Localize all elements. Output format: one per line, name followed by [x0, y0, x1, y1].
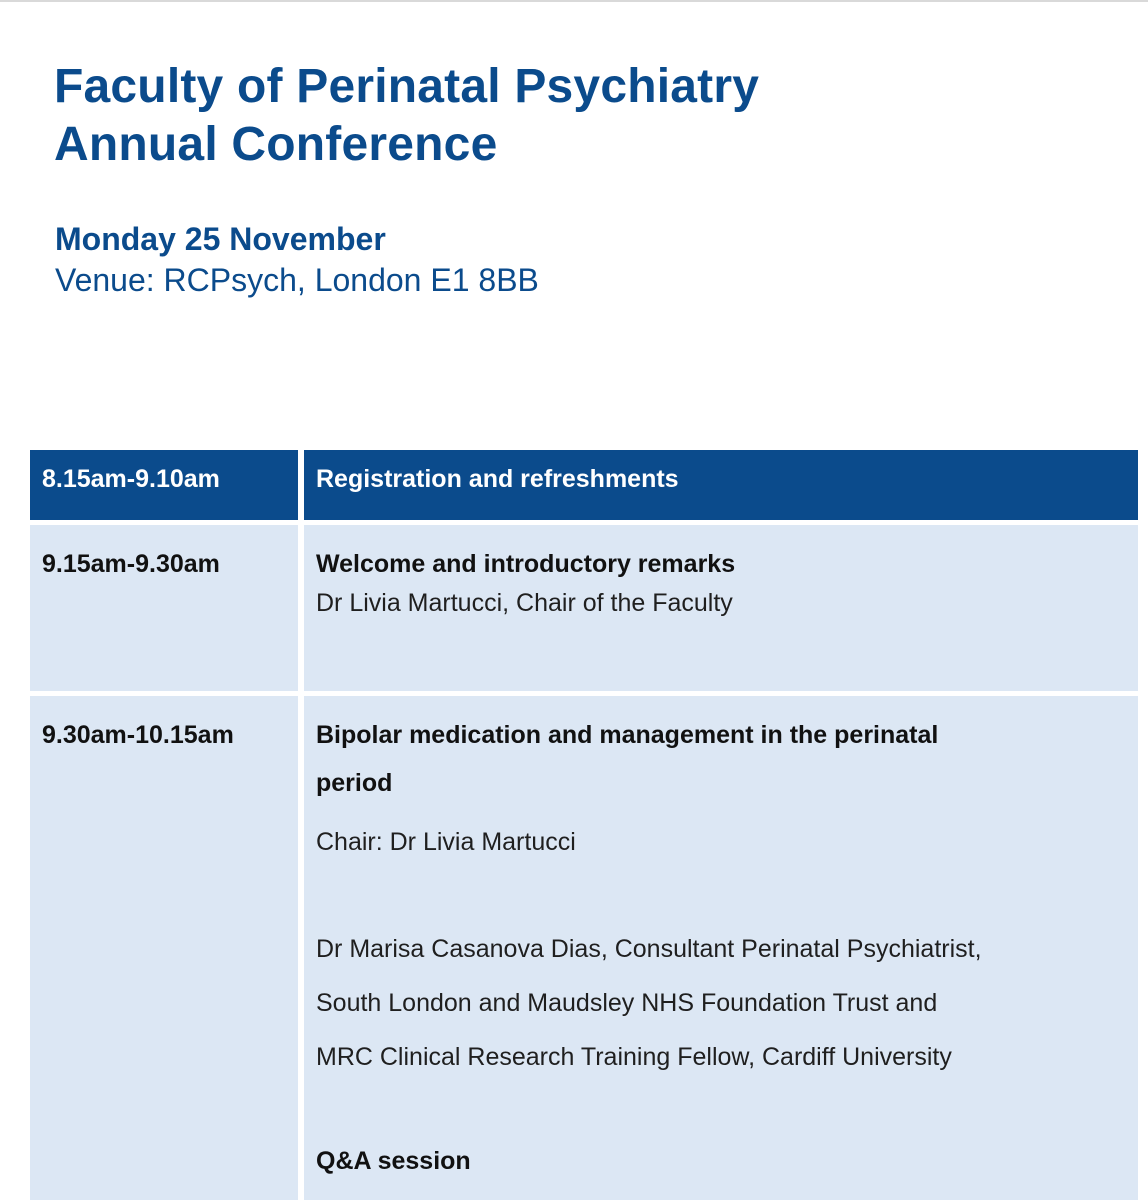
bipolar-time: 9.30am-10.15am [30, 696, 298, 1196]
welcome-time: 9.15am-9.30am [30, 525, 298, 691]
conference-title [54, 58, 759, 174]
bipolar-speaker [316, 922, 1126, 1084]
next-row-body-edge [304, 1194, 1138, 1200]
bipolar-title-line-1: Bipolar medication and management in the perinatal [316, 721, 939, 749]
event-date: Monday 25 November [55, 221, 386, 257]
welcome-details [304, 525, 1138, 691]
next-row-time-edge [30, 1194, 298, 1200]
bipolar-qa: Q&A session [316, 1147, 471, 1175]
event-venue: Venue: RCPsych, London E1 8BB [55, 262, 539, 298]
bipolar-speaker-line-1: Dr Marisa Casanova Dias, Consultant Perinatal Psychiatrist, [316, 935, 982, 963]
top-divider [0, 0, 1148, 2]
bipolar-speaker-line-2: South London and Maudsley NHS Foundation Trust and [316, 989, 938, 1017]
bipolar-title-line-2: period [316, 769, 393, 797]
schedule-row-registration [30, 450, 1138, 520]
title-line-1: Faculty of Perinatal Psychiatry [54, 60, 760, 113]
welcome-title: Welcome and introductory remarks [316, 550, 736, 578]
bipolar-details [304, 696, 1138, 1196]
next-row-edge [30, 1194, 1138, 1200]
bipolar-speaker-line-3: MRC Clinical Research Training Fellow, Cardiff University [316, 1043, 952, 1071]
title-line-2: Annual Conference [54, 118, 498, 171]
schedule-row-welcome [30, 525, 1138, 691]
bipolar-title [316, 711, 1126, 807]
registration-time: 8.15am-9.10am [30, 450, 298, 520]
bipolar-chair: Chair: Dr Livia Martucci [316, 828, 576, 856]
welcome-speaker: Dr Livia Martucci, Chair of the Faculty [316, 589, 733, 617]
schedule-table [30, 450, 1138, 1196]
schedule-row-bipolar [30, 696, 1138, 1196]
registration-title: Registration and refreshments [304, 450, 1138, 520]
